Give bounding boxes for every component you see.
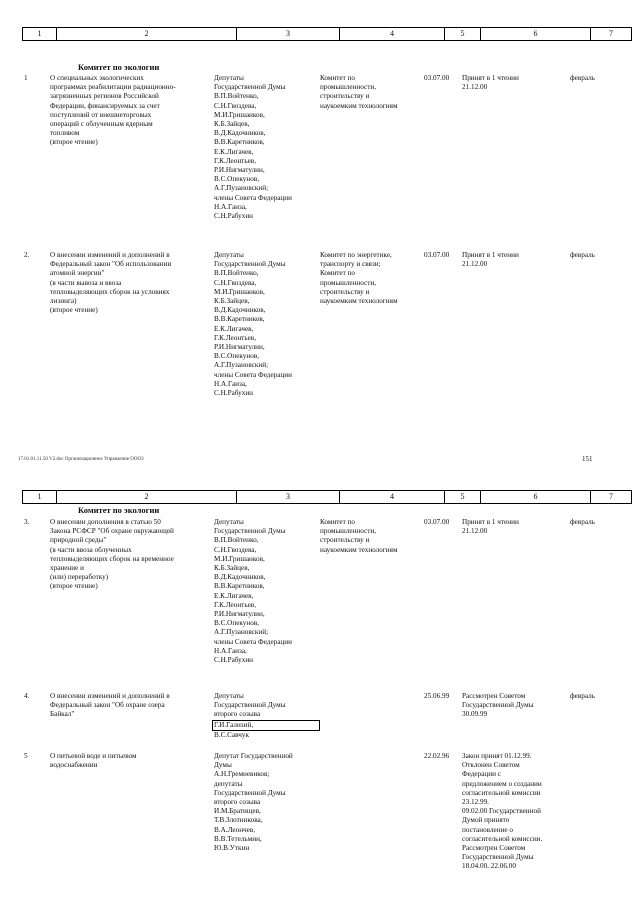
author-name: В.В.Каретников, [214,582,265,591]
author-name: И.М.Братищев, [214,807,261,816]
column-header-cell: 3 [237,28,340,40]
author-name: С.Н.Гвоздева, [214,545,257,554]
author-name: второго созыва [214,710,261,719]
author-name: Государственной Думы [214,260,286,269]
planned-month: февраль [570,74,595,82]
author-name: К.Б.Зайцев, [214,297,250,306]
bill-title: О питьевой воде и питьевом водоснабжении [50,752,137,770]
author-name: члены Совета Федерации [214,370,292,379]
column-header-cell: 6 [481,28,591,40]
author-name: С.Н.Рабухин [214,389,254,398]
author-name: члены Совета Федерации [214,193,292,202]
author-name: Е.К.Лигачев, [214,147,254,156]
responsible-committee: Комитет по энергетике, транспорту и связи; Комитет по промышленности, строительству и наукоемким технологиям [320,251,398,306]
column-header-cell: 7 [609,492,613,501]
author-name: Е.К.Лигачев, [214,591,254,600]
responsible-committee: Комитет по промышленности, строительству и наукоемким технологиям [320,518,398,554]
planned-month: февраль [570,518,595,526]
author-name: Р.И.Нигматулин, [214,166,265,175]
bill-status: Рассмотрен Советом Государственной Думы 30.09.99 [462,692,534,719]
author-name: Н.А.Гаиза, [214,379,247,388]
author-name: В.Д.Кадочников, [214,129,266,138]
column-header-cell: 4 [340,491,445,503]
author-name: Г.К.Леонтьев, [214,333,256,342]
bill-status: Принят в 1 чтении 21.12.00 [462,74,519,92]
author-name: К.Б.Зайцев, [214,120,250,129]
author-name: А.Г.Пузановский; [214,628,269,637]
submission-date: 03.07.00 [424,251,450,259]
author-name: М.И.Гришанков, [214,554,265,563]
author-name: В.П.Войтенко, [214,536,259,545]
bill-status: Закон принят 01.12.99. Отклонен Советом Федерации с предложением о создании согласительной комиссии 23.12.99. 09.02.00 Государственной Думой принято постановление о согласительной комиссии. Рассмотрен Советом Государственной Думы 18.04.00, 22.06.00 [462,752,543,871]
author-name: депутаты [214,779,243,788]
bill-authors [214,692,324,740]
row-number: 3. [24,518,30,526]
section-title: Комитет по экологии [78,505,160,515]
author-name: Р.И.Нигматулин, [214,610,265,619]
row-number: 4. [24,692,30,700]
bill-title: О внесении изменений и дополнений в Федеральный закон "Об использовании атомной энергии" (в части вывоза и ввоза тепловыделяющих сборок на условиях лизинга) (второе чтение) [50,251,172,315]
author-name: Н.А.Гаиза, [214,646,247,655]
author-name: Г.К.Леонтьев, [214,156,256,165]
column-header-cell: 3 [237,491,340,503]
author-name: С.Н.Рабухин [214,212,254,221]
column-header-cell: 1 [23,28,57,40]
submission-date: 22.02.96 [424,752,450,760]
author-name: В.С.Опекунов, [214,619,260,628]
author-name: В.В.Тетельмин, [214,834,262,843]
column-header-cell: 4 [340,28,445,40]
author-name: В.А.Леончев, [214,825,256,834]
author-name: В.С.Савчук [214,730,249,739]
author-name: К.Б.Зайцев, [214,564,250,573]
author-name: Государственной Думы [214,701,286,710]
bill-title: О внесении изменений и дополнений в Федеральный закон "Об охране озера Байкал" [50,692,170,719]
bill-authors [214,518,324,665]
submission-date: 25.06.99 [424,692,450,700]
author-name: М.И.Гришанков, [214,287,265,296]
bill-authors [214,251,324,398]
author-name: Депутаты [214,251,244,259]
section-title: Комитет по экологии [78,62,160,72]
responsible-committee: Комитет по промышленности, строительству и наукоемким технологиям [320,74,398,110]
author-name: В.П.Войтенко, [214,269,259,278]
row-number: 2. [24,251,30,259]
column-header-row [22,490,632,504]
author-name: Т.В.Злотникова, [214,816,263,825]
page-footer: 17.01.01.11.50 V2.doc Организационное Управление ООО3 [18,457,144,462]
author-name: В.С.Опекунов, [214,352,260,361]
author-name: С.Н.Рабухин [214,656,254,665]
author-name: В.П.Войтенко, [214,92,259,101]
author-name: Р.И.Нигматулин, [214,343,265,352]
submission-date: 03.07.00 [424,518,450,526]
author-name: А.Г.Пузановский; [214,184,269,193]
column-header-cell: 2 [57,491,237,503]
author-name: Ю.В.Уткин [214,844,250,853]
planned-month: февраль [570,692,595,700]
author-name: Государственной Думы [214,788,286,797]
bill-title: О специальных экологических программах реабилитации радиационно- загрязненных регионов Российской Федерации, финансируемых за счет поступлений от внешнеторговых операций с облученным ядерным топливом (второе чтение) [50,74,176,147]
author-name: Н.А.Гаиза, [214,202,247,211]
author-name: Депутаты [214,518,244,526]
row-number: 1 [24,74,28,82]
author-name: Депутаты [214,692,244,700]
column-header-cell: 2 [57,28,237,40]
row-number: 5 [24,752,28,760]
column-header-row [22,27,632,41]
author-name: А.Г.Пузановский; [214,361,269,370]
submission-date: 03.07.00 [424,74,450,82]
author-name: Думы [214,761,232,770]
column-header-cell: 7 [609,29,613,38]
author-name: С.Н.Гвоздева, [214,101,257,110]
author-name: Е.К.Лигачев, [214,324,254,333]
author-name: С.Н.Гвоздева, [214,278,257,287]
author-name: второго созыва [214,798,261,807]
author-name: члены Совета Федерации [214,637,292,646]
author-name: Г.И.Гализий, [212,720,320,731]
bill-title: О внесении дополнения в статью 50 Закона РСФСР "Об охране окружающей природной среды" (в части ввоза облученных тепловыделяющих сборок на временное хранение и (или) переработку) (второе чтение) [50,518,174,591]
column-header-cell: 6 [481,491,591,503]
author-name: В.С.Опекунов, [214,175,260,184]
page-number: 151 [582,455,593,463]
bill-authors [214,752,324,853]
author-name: Г.К.Леонтьев, [214,600,256,609]
author-name: В.В.Каретников, [214,315,265,324]
bill-authors [214,74,324,221]
author-name: Государственной Думы [214,527,286,536]
author-name: Депутат Государственной [214,752,293,760]
column-header-cell: 1 [23,491,57,503]
author-name: Депутаты [214,74,244,82]
author-name: М.И.Гришанков, [214,110,265,119]
bill-status: Принят в 1 чтении 21.12.00 [462,251,519,269]
column-header-cell: 5 [445,28,481,40]
author-name: А.Н.Гремневиков; [214,770,270,779]
author-name: Государственной Думы [214,83,286,92]
author-name: В.Д.Кадочников, [214,573,266,582]
author-name: В.Д.Кадочников, [214,306,266,315]
bill-status: Принят в 1 чтении 21.12.00 [462,518,519,536]
author-name: В.В.Каретников, [214,138,265,147]
column-header-cell: 5 [445,491,481,503]
planned-month: февраль [570,251,595,259]
